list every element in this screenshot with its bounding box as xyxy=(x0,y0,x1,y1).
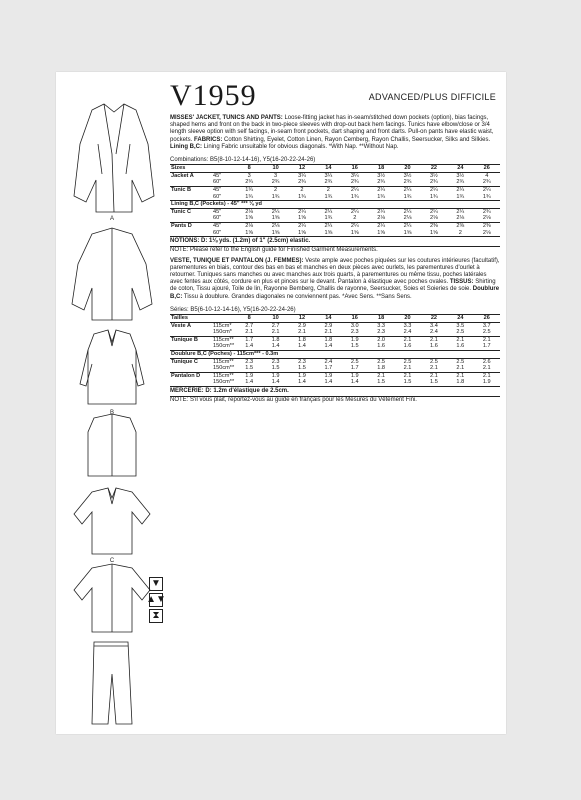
table-cell: 2.7 xyxy=(262,322,288,329)
table-cell: 2⅛ xyxy=(262,222,288,229)
table-row xyxy=(170,379,500,386)
table-cell: 1.4 xyxy=(298,343,306,350)
table-cell: 2¼ xyxy=(447,187,473,194)
table-cell: 1.9 xyxy=(342,336,368,343)
table-cell: 2¼ xyxy=(368,187,394,194)
table-cell: 2.1 xyxy=(324,329,333,336)
table-cell: 1.6 xyxy=(456,343,465,350)
table-cell: 3 xyxy=(236,172,262,179)
table-cell: 2⅜ xyxy=(447,222,473,229)
table-cell: 3.4 xyxy=(421,322,447,329)
table-cell: 2⅛ xyxy=(403,215,412,222)
fabric-width: 45" xyxy=(212,222,236,229)
note-fr: NOTE: S'il vous plait, reportez-vous au guide en français pour les Mesures du Vêtement Fini. xyxy=(170,397,417,404)
english-title: MISSES' JACKET, TUNICS AND PANTS: xyxy=(170,115,283,121)
fabric-width: 60" xyxy=(213,179,222,186)
table-cell: 1.4 xyxy=(324,379,333,386)
arrow-up-down-icon: ▲▼ xyxy=(146,594,166,605)
fabric-width: 60" xyxy=(213,215,222,222)
column-header: 26 xyxy=(474,314,500,322)
pattern-number: V1959 xyxy=(170,79,257,112)
table-row xyxy=(170,230,500,237)
table-row xyxy=(170,222,500,229)
column-header: 20 xyxy=(394,314,420,322)
table-cell: 2¾ xyxy=(482,179,491,186)
table-cell: 2¼ xyxy=(289,222,315,229)
column-header: 24 xyxy=(447,314,473,322)
fabric-width: 60" xyxy=(213,229,222,236)
table-cell: 2¼ xyxy=(421,187,447,194)
svg-text:C: C xyxy=(109,558,115,564)
column-header: 8 xyxy=(236,165,262,173)
technical-drawings xyxy=(62,84,180,730)
table-cell: 2¼ xyxy=(368,222,394,229)
lining-label: Lining B,C: xyxy=(170,143,202,150)
table-cell: 1.8 xyxy=(289,336,315,343)
table-cell: 2.6 xyxy=(474,358,500,365)
table-cell: 2.5 xyxy=(368,358,394,365)
table-cell: 1.7 xyxy=(350,365,359,372)
table-cell: 2¾ xyxy=(245,179,254,186)
fabric-width: 150cm** xyxy=(213,365,235,372)
table-cell: 1¾ xyxy=(245,193,254,200)
table-cell: 2¾ xyxy=(324,179,333,186)
table-cell: 2.5 xyxy=(421,358,447,365)
fabric-width: 115cm* xyxy=(212,322,236,329)
arrow-down-icon: ▼ xyxy=(149,577,163,591)
column-header: 14 xyxy=(315,314,341,322)
table-row xyxy=(170,365,500,372)
column-header: 18 xyxy=(368,165,394,173)
table-cell: 2.1 xyxy=(474,372,500,379)
table-cell: 2⅛ xyxy=(377,215,386,222)
table-cell: 2¼ xyxy=(315,222,341,229)
table-cell: 2.9 xyxy=(315,322,341,329)
column-header: 14 xyxy=(315,165,341,173)
row-label: Pantalon D xyxy=(170,372,212,379)
fabric-symbols xyxy=(146,577,166,625)
table-cell: 2¼ xyxy=(289,208,315,215)
table-cell: 3¼ xyxy=(315,172,341,179)
table-cell: 3.3 xyxy=(368,322,394,329)
pattern-envelope-back xyxy=(56,72,506,734)
table-cell: 2.1 xyxy=(394,372,420,379)
table-cell: 1.9 xyxy=(289,372,315,379)
table-cell: 1⅝ xyxy=(245,229,254,236)
table-cell: 2⅛ xyxy=(456,215,465,222)
english-desc-text: Loose-fitting jacket has in-seam/stitched down pockets (option), bias facings, shaped hems and front on the back in two-piece sleeves with drop-out back hem facings. Tunics have elbow/close or 3/4 length sleeve option with self facings, in-seam front pockets, dart shaping and front darts. Pull-on pants have elastic waist, pockets. xyxy=(170,115,494,143)
table-cell: 2.5 xyxy=(342,358,368,365)
lining-row xyxy=(170,201,500,209)
table-cell: 2.1 xyxy=(447,372,473,379)
table-cell: 1¾ xyxy=(350,193,359,200)
garment-flats-illustration xyxy=(62,84,180,730)
row-label xyxy=(170,179,212,186)
table-cell: 2.1 xyxy=(403,365,412,372)
combinations-fr: Séries: B5(6-10-12-14-16), Y5(16-20-22-24-26) xyxy=(170,306,296,313)
tissus-label: TISSUS: xyxy=(449,279,474,286)
row-label: Veste A xyxy=(170,322,212,329)
table-cell: 2¾ xyxy=(474,208,500,215)
table-cell: 1.4 xyxy=(245,379,254,386)
table-cell: 1.5 xyxy=(298,365,306,372)
table-cell: 1¾ xyxy=(377,193,386,200)
fabric-width: 150cm** xyxy=(213,343,235,350)
table-cell: 2.1 xyxy=(474,336,500,343)
column-header: 26 xyxy=(474,165,500,173)
table-cell: 3¼ xyxy=(342,172,368,179)
column-header: 16 xyxy=(342,165,368,173)
table-cell: 2¼ xyxy=(394,208,420,215)
table-cell: 3½ xyxy=(447,172,473,179)
table-cell: 1⅝ xyxy=(350,229,359,236)
table-cell: 1⅝ xyxy=(377,229,386,236)
table-cell: 2.0 xyxy=(368,336,394,343)
table-cell: 2.4 xyxy=(315,358,341,365)
table-cell: 2¼ xyxy=(394,222,420,229)
english-description xyxy=(170,115,500,151)
column-header: 10 xyxy=(262,165,288,173)
table-row xyxy=(170,322,500,329)
column-header: 16 xyxy=(342,314,368,322)
table-row xyxy=(170,336,500,343)
column-header: Tailles xyxy=(170,314,236,322)
table-cell: 2 xyxy=(262,187,288,194)
table-row xyxy=(170,172,500,179)
table-cell: 1¾ xyxy=(456,193,465,200)
table-cell: 1.9 xyxy=(482,379,491,386)
fabric-width: 115cm** xyxy=(212,358,236,365)
table-cell: 2¾ xyxy=(456,179,465,186)
row-label xyxy=(170,230,212,237)
fabric-width: 45" xyxy=(212,187,236,194)
table-cell: 3½ xyxy=(394,172,420,179)
table-row xyxy=(170,215,500,222)
notions-fr xyxy=(170,386,500,397)
table-cell: 2¼ xyxy=(342,222,368,229)
table-cell: 2.5 xyxy=(394,358,420,365)
table-row xyxy=(170,358,500,365)
table-cell: 2.5 xyxy=(482,329,491,336)
table-cell: 1.5 xyxy=(350,343,359,350)
lining-text: Lining Fabric unsuitable for obvious diagonals. *With Nap. **Without Nap. xyxy=(203,143,399,150)
table-cell: 1.5 xyxy=(430,379,438,386)
table-cell: 1⅝ xyxy=(298,229,306,236)
table-cell: 2.1 xyxy=(456,365,465,372)
table-row xyxy=(170,187,500,194)
table-cell: 1⅝ xyxy=(403,229,412,236)
table-cell: 2.4 xyxy=(403,329,412,336)
table-cell: 2 xyxy=(289,187,315,194)
table-cell: 2.9 xyxy=(289,322,315,329)
table-cell: 2.5 xyxy=(456,329,465,336)
fabric-width: 150cm* xyxy=(213,329,232,336)
table-cell: 3½ xyxy=(421,172,447,179)
table-cell: 1.8 xyxy=(315,336,341,343)
table-cell: 1.5 xyxy=(403,379,412,386)
row-label xyxy=(170,379,212,386)
doublure-label: Doublure B,C: xyxy=(170,286,500,300)
table-cell: 1¾ xyxy=(430,193,438,200)
column-header: 22 xyxy=(421,314,447,322)
table-cell: 1¾ xyxy=(324,193,333,200)
table-cell: 1.5 xyxy=(271,365,280,372)
french-description xyxy=(170,258,500,301)
row-label xyxy=(170,215,212,222)
table-cell: 3½ xyxy=(368,172,394,179)
table-cell: 2.1 xyxy=(421,336,447,343)
table-cell: 2¾ xyxy=(298,179,306,186)
doublure-text: Tissu à doublure. Grandes diagonales ne conviennent pas. *Avec Sens. **Sans Sens. xyxy=(183,293,412,300)
table-row xyxy=(170,329,500,336)
table-cell: 2⅛ xyxy=(482,229,491,236)
table-cell: 2.1 xyxy=(421,372,447,379)
table-cell: 1.6 xyxy=(430,343,438,350)
table-cell: 2¼ xyxy=(315,208,341,215)
note-en: NOTE: Please refer to the English guide for Finished Garment Measurements. xyxy=(170,247,378,254)
table-cell: 2¼ xyxy=(474,187,500,194)
row-label xyxy=(170,343,212,350)
table-cell: 3.7 xyxy=(474,322,500,329)
table-cell: 2¼ xyxy=(342,187,368,194)
table-cell: 1⅝ xyxy=(245,215,254,222)
table-cell: 2.1 xyxy=(447,336,473,343)
difficulty-label: ADVANCED/PLUS DIFFICILE xyxy=(368,92,496,102)
column-header: 10 xyxy=(262,314,288,322)
table-cell: 2.1 xyxy=(245,329,254,336)
table-cell: 1⅝ xyxy=(298,215,306,222)
yardage-table-en xyxy=(170,164,500,236)
table-cell: 1.4 xyxy=(271,343,280,350)
column-header: 20 xyxy=(394,165,420,173)
yardage-table-fr xyxy=(170,314,500,386)
table-cell: 1⅝ xyxy=(430,229,438,236)
table-cell: 2.1 xyxy=(482,365,491,372)
table-cell: 2⅛ xyxy=(236,208,262,215)
table-cell: 1.7 xyxy=(236,336,262,343)
table-header xyxy=(170,314,500,322)
column-header: 12 xyxy=(289,165,315,173)
table-cell: 2.1 xyxy=(394,336,420,343)
table-cell: 2.1 xyxy=(298,329,306,336)
mercerie-text: MERCERIE: D: 1.2m d'élastique de 2.5cm. xyxy=(170,387,289,394)
fabric-width: 45" xyxy=(212,208,236,215)
table-cell: 3.0 xyxy=(342,322,368,329)
table-cell: 1.4 xyxy=(350,379,359,386)
row-label: Tunic C xyxy=(170,208,212,215)
table-cell: 1¾ xyxy=(324,215,333,222)
table-row xyxy=(170,372,500,379)
table-cell: 1.4 xyxy=(298,379,306,386)
table-cell: 1.9 xyxy=(342,372,368,379)
svg-text:A: A xyxy=(109,216,115,222)
table-cell: 3 xyxy=(262,172,288,179)
table-cell: 1.8 xyxy=(377,365,386,372)
fabric-width: 115cm** xyxy=(212,336,236,343)
lining-row-text: Lining B,C (Pockets) - 45" *** ⅛ yd xyxy=(170,201,500,209)
table-cell: 2 xyxy=(315,187,341,194)
table-cell: 2.7 xyxy=(236,322,262,329)
column-header: 8 xyxy=(236,314,262,322)
fabric-width: 115cm** xyxy=(212,372,236,379)
table-cell: 1.6 xyxy=(377,343,386,350)
table-cell: 2⅛ xyxy=(236,222,262,229)
table-cell: 2.5 xyxy=(447,358,473,365)
french-title: VESTE, TUNIQUE ET PANTALON (J. FEMMES): xyxy=(170,257,304,264)
row-label: Tunique C xyxy=(170,358,212,365)
table-cell: 1.7 xyxy=(324,365,333,372)
svg-text:B: B xyxy=(109,410,115,416)
header xyxy=(170,79,500,112)
table-cell: 3.3 xyxy=(394,322,420,329)
column-header: 22 xyxy=(421,165,447,173)
column-header: 24 xyxy=(447,165,473,173)
table-cell: 2 xyxy=(458,229,462,236)
table-cell: 1.5 xyxy=(377,379,386,386)
table-cell: 2¾ xyxy=(350,179,359,186)
table-cell: 2¼ xyxy=(447,208,473,215)
row-label: Tunic B xyxy=(170,187,212,194)
table-cell: 2⅛ xyxy=(482,215,491,222)
table-cell: 2.1 xyxy=(430,365,438,372)
hourglass-icon: ⧗ xyxy=(149,609,163,623)
table-cell: 2¼ xyxy=(394,187,420,194)
table-cell: 1.8 xyxy=(456,379,465,386)
table-cell: 1⅝ xyxy=(271,229,280,236)
table-cell: 4 xyxy=(474,172,500,179)
table-cell: 1.6 xyxy=(403,343,412,350)
table-cell: 1⅝ xyxy=(271,215,280,222)
table-cell: 2.3 xyxy=(377,329,386,336)
table-cell: 1.4 xyxy=(271,379,280,386)
table-cell: 2 xyxy=(353,215,357,222)
table-cell: 1¾ xyxy=(271,193,280,200)
row-label xyxy=(170,194,212,201)
notions-en xyxy=(170,236,500,247)
fabric-width: 150cm** xyxy=(213,379,235,386)
table-cell: 2¼ xyxy=(342,208,368,215)
column-header: 12 xyxy=(289,314,315,322)
column-header: Sizes xyxy=(170,165,236,173)
lining-row-text: Doublure B,C (Poches) - 115cm*** - 0.3m xyxy=(170,350,500,358)
table-row xyxy=(170,208,500,215)
table-cell: 2¾ xyxy=(430,179,438,186)
table-cell: 2¾ xyxy=(271,179,280,186)
table-cell: 2.3 xyxy=(262,358,288,365)
table-cell: 1¾ xyxy=(236,187,262,194)
table-cell: 2.3 xyxy=(289,358,315,365)
table-cell: 2¾ xyxy=(377,179,386,186)
notions-text: NOTIONS: D: 1⅛ yds. (1.2m) of 1" (2.5cm) elastic. xyxy=(170,238,311,245)
table-cell: 1.7 xyxy=(482,343,491,350)
row-label: Jacket A xyxy=(170,172,212,179)
row-label: Tunique B xyxy=(170,336,212,343)
fabric-width: 45" xyxy=(212,172,236,179)
table-cell: 2.3 xyxy=(350,329,359,336)
table-cell: 1¾ xyxy=(482,193,491,200)
table-cell: 2¾ xyxy=(403,179,412,186)
table-cell: 2¼ xyxy=(262,208,288,215)
table-cell: 2.3 xyxy=(236,358,262,365)
pattern-info xyxy=(170,79,500,404)
row-label: Pants D xyxy=(170,222,212,229)
table-cell: 2.1 xyxy=(271,329,280,336)
row-label xyxy=(170,329,212,336)
table-cell: 2¼ xyxy=(368,208,394,215)
table-cell: 3¼ xyxy=(289,172,315,179)
table-cell: 1.8 xyxy=(262,336,288,343)
table-cell: 1.9 xyxy=(315,372,341,379)
table-cell: 1¾ xyxy=(403,193,412,200)
table-cell: 1¾ xyxy=(298,193,306,200)
tissus-text: Shirting de coton, Tissu ajouré, Toile de lin, Rayonne Bemberg, Challis de rayonne, Seersucker, Soies et Soieries de soie. xyxy=(170,279,496,293)
lining-row xyxy=(170,350,500,358)
table-row xyxy=(170,343,500,350)
column-header: 18 xyxy=(368,314,394,322)
french-desc-text: Veste ample avec poches piquées sur les coutures intérieures (facultatif), parementures en biais, contour des bas en bas et manches en deux pièces avec ourlets, les parementures d'ourlet à retourner. Tuniques sans manches ou avec manches aux trois quarts, à parementures ou même tissu, poches latérales avec fentes aux côtés, cordure en plus et pinces sur le devant. Pantalon à élastique avec poches ovales. xyxy=(170,257,500,286)
fabrics-text: Cotton Shirting, Eyelet, Cotton Linen, Rayon Cemberg, Rayon Challis, Seersucker, Silks and Silkies. xyxy=(224,136,491,143)
table-cell: 1⅝ xyxy=(324,229,333,236)
combinations-en: Combinations: B5(8-10-12-14-16), Y5(16-20-22-24-26) xyxy=(170,157,316,164)
table-cell: 2⅜ xyxy=(421,222,447,229)
table-cell: 1.4 xyxy=(324,343,333,350)
table-cell: 2.4 xyxy=(430,329,438,336)
table-cell: 1.9 xyxy=(236,372,262,379)
table-cell: 2¼ xyxy=(421,208,447,215)
table-row xyxy=(170,179,500,186)
table-row xyxy=(170,194,500,201)
table-cell: 1.4 xyxy=(245,343,254,350)
table-cell: 3.5 xyxy=(447,322,473,329)
row-label xyxy=(170,365,212,372)
table-cell: 2⅜ xyxy=(474,222,500,229)
fabric-width: 60" xyxy=(213,193,222,200)
table-header xyxy=(170,165,500,173)
table-cell: 2⅛ xyxy=(430,215,438,222)
table-cell: 2.1 xyxy=(368,372,394,379)
table-cell: 1.9 xyxy=(262,372,288,379)
table-cell: 1.5 xyxy=(245,365,254,372)
fabrics-label: FABRICS: xyxy=(194,136,223,143)
